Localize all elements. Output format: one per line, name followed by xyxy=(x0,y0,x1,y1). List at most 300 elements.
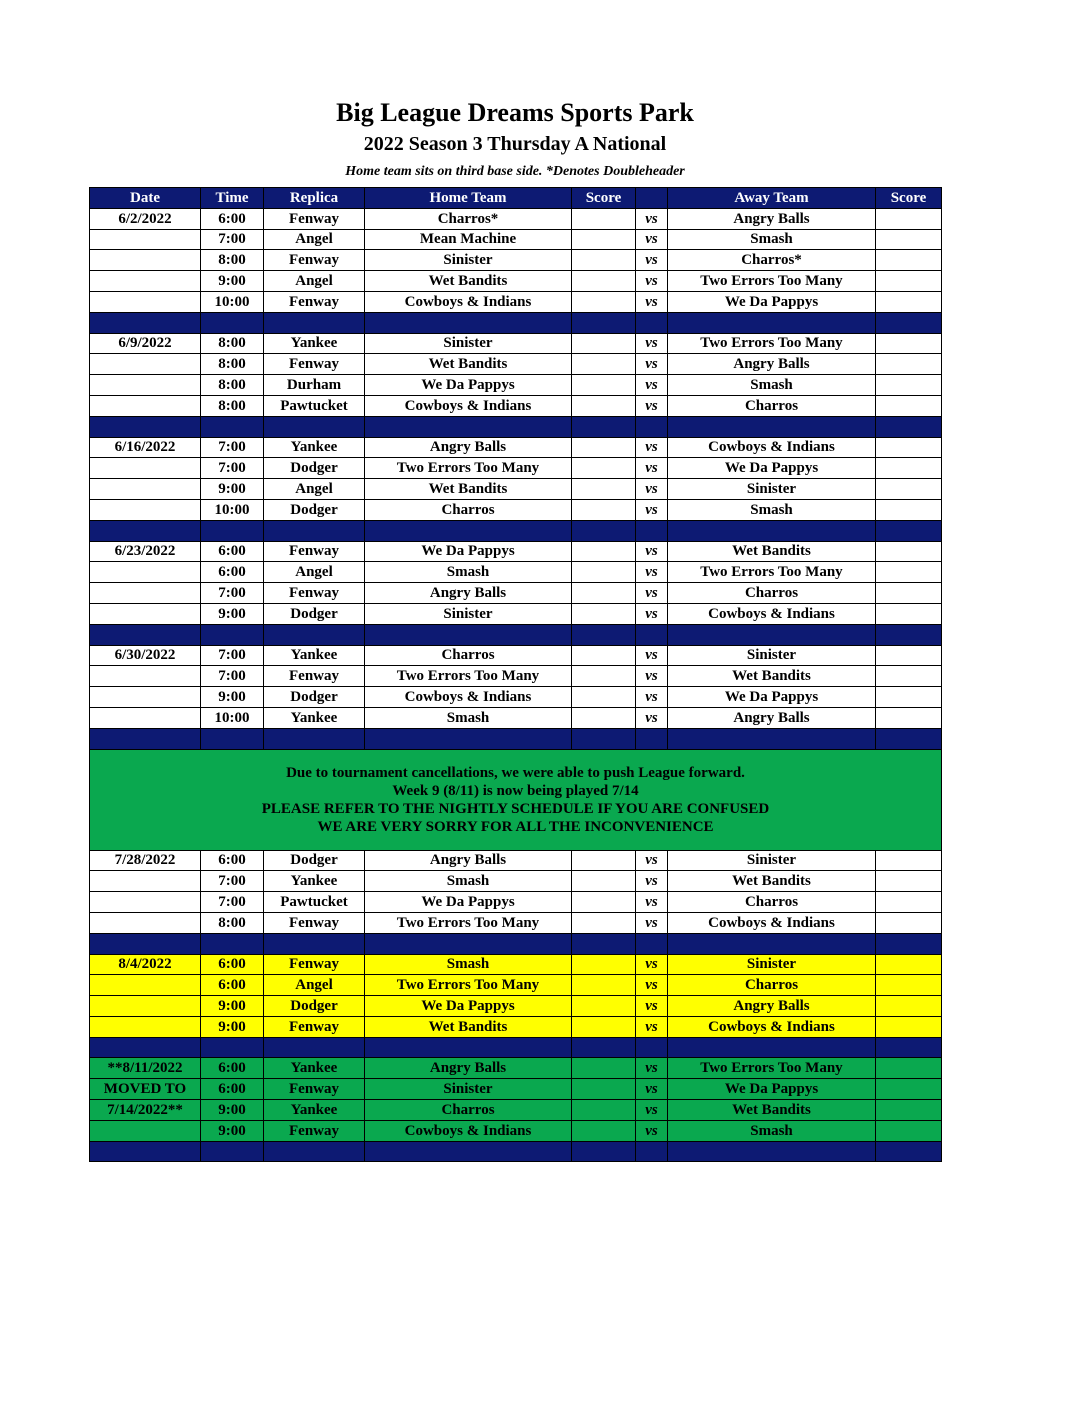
table-row xyxy=(90,1120,942,1141)
separator-cell xyxy=(876,728,942,749)
date-cell: 7/14/2022** xyxy=(90,1100,201,1121)
away-score-cell xyxy=(876,479,942,500)
date-cell xyxy=(90,583,201,604)
date-cell xyxy=(90,354,201,375)
notice-section xyxy=(90,749,942,850)
time-cell: 10:00 xyxy=(201,499,264,520)
home-team-cell: Smash xyxy=(365,707,572,728)
home-team-cell: Cowboys & Indians xyxy=(365,395,572,416)
separator-cell xyxy=(365,1037,572,1058)
page-subtitle: 2022 Season 3 Thursday A National xyxy=(363,133,667,155)
notice-cell xyxy=(90,749,942,850)
header-row xyxy=(90,188,942,209)
home-team-cell: Smash xyxy=(365,954,572,975)
separator-cell xyxy=(201,1037,264,1058)
away-team-cell: Cowboys & Indians xyxy=(668,603,876,624)
replica-cell: Yankee xyxy=(264,1058,365,1079)
time-cell: 10:00 xyxy=(201,707,264,728)
table-row xyxy=(90,707,942,728)
vs-cell: vs xyxy=(636,354,668,375)
away-team-cell: We Da Pappys xyxy=(668,291,876,312)
table-row xyxy=(90,912,942,933)
time-cell: 9:00 xyxy=(201,996,264,1017)
home-score-cell xyxy=(572,458,636,479)
home-score-cell xyxy=(572,645,636,666)
time-cell: 6:00 xyxy=(201,541,264,562)
table-row xyxy=(90,666,942,687)
time-cell: 7:00 xyxy=(201,583,264,604)
replica-cell: Fenway xyxy=(264,354,365,375)
vs-cell: vs xyxy=(636,666,668,687)
home-team-cell: Smash xyxy=(365,562,572,583)
home-team-cell: Cowboys & Indians xyxy=(365,1120,572,1141)
away-team-cell: Sinister xyxy=(668,479,876,500)
home-team-cell: Two Errors Too Many xyxy=(365,666,572,687)
time-cell: 8:00 xyxy=(201,250,264,271)
away-score-cell xyxy=(876,975,942,996)
away-team-cell: Charros xyxy=(668,892,876,913)
home-score-cell xyxy=(572,375,636,396)
home-team-cell: Wet Bandits xyxy=(365,271,572,292)
replica-cell: Yankee xyxy=(264,645,365,666)
home-team-cell: Charros* xyxy=(365,208,572,229)
time-cell: 7:00 xyxy=(201,458,264,479)
separator-cell xyxy=(572,624,636,645)
home-score-cell xyxy=(572,912,636,933)
home-score-cell xyxy=(572,583,636,604)
date-cell: 6/23/2022 xyxy=(90,541,201,562)
vs-cell: vs xyxy=(636,229,668,250)
vs-cell: vs xyxy=(636,250,668,271)
separator-cell xyxy=(636,416,668,437)
home-team-cell: Angry Balls xyxy=(365,437,572,458)
col-date: Date xyxy=(90,188,201,209)
separator-cell xyxy=(876,520,942,541)
separator-cell xyxy=(876,416,942,437)
home-team-cell: We Da Pappys xyxy=(365,375,572,396)
vs-cell: vs xyxy=(636,541,668,562)
vs-cell: vs xyxy=(636,291,668,312)
time-cell: 6:00 xyxy=(201,954,264,975)
away-score-cell xyxy=(876,850,942,871)
separator-row xyxy=(90,520,942,541)
away-team-cell: Charros* xyxy=(668,250,876,271)
home-score-cell xyxy=(572,437,636,458)
separator-cell xyxy=(201,312,264,333)
replica-cell: Yankee xyxy=(264,1100,365,1121)
away-team-cell: Charros xyxy=(668,583,876,604)
away-team-cell: We Da Pappys xyxy=(668,458,876,479)
replica-cell: Fenway xyxy=(264,250,365,271)
away-team-cell: Two Errors Too Many xyxy=(668,333,876,354)
vs-cell: vs xyxy=(636,912,668,933)
vs-cell: vs xyxy=(636,645,668,666)
home-team-cell: Charros xyxy=(365,499,572,520)
table-row xyxy=(90,1058,942,1079)
time-cell: 9:00 xyxy=(201,1100,264,1121)
date-cell xyxy=(90,603,201,624)
vs-cell: vs xyxy=(636,603,668,624)
separator-cell xyxy=(264,416,365,437)
time-cell: 7:00 xyxy=(201,229,264,250)
separator-cell xyxy=(365,416,572,437)
table-row xyxy=(90,603,942,624)
col-vs xyxy=(636,188,668,209)
separator-cell xyxy=(876,933,942,954)
away-team-cell: Angry Balls xyxy=(668,996,876,1017)
vs-cell: vs xyxy=(636,437,668,458)
date-cell xyxy=(90,707,201,728)
time-cell: 9:00 xyxy=(201,479,264,500)
vs-cell: vs xyxy=(636,892,668,913)
col-time: Time xyxy=(201,188,264,209)
away-score-cell xyxy=(876,354,942,375)
home-score-cell xyxy=(572,541,636,562)
table-row xyxy=(90,954,942,975)
date-cell: **8/11/2022 xyxy=(90,1058,201,1079)
away-team-cell: We Da Pappys xyxy=(668,687,876,708)
notice-line: PLEASE REFER TO THE NIGHTLY SCHEDULE IF YOU ARE CONFUSED xyxy=(261,800,770,817)
away-score-cell xyxy=(876,603,942,624)
vs-cell: vs xyxy=(636,458,668,479)
col-home-team: Home Team xyxy=(365,188,572,209)
separator-cell xyxy=(365,624,572,645)
separator-cell xyxy=(90,728,201,749)
away-team-cell: Wet Bandits xyxy=(668,541,876,562)
vs-cell: vs xyxy=(636,1120,668,1141)
date-cell xyxy=(90,375,201,396)
vs-cell: vs xyxy=(636,1016,668,1037)
separator-cell xyxy=(636,1037,668,1058)
away-score-cell xyxy=(876,1100,942,1121)
separator-cell xyxy=(201,1141,264,1162)
away-score-cell xyxy=(876,1016,942,1037)
replica-cell: Yankee xyxy=(264,437,365,458)
separator-cell xyxy=(90,416,201,437)
table-row xyxy=(90,208,942,229)
table-row xyxy=(90,1016,942,1037)
separator-cell xyxy=(876,1037,942,1058)
away-team-cell: Two Errors Too Many xyxy=(668,1058,876,1079)
vs-cell: vs xyxy=(636,996,668,1017)
separator-row xyxy=(90,416,942,437)
away-team-cell: Sinister xyxy=(668,850,876,871)
date-cell xyxy=(90,458,201,479)
date-cell: 6/30/2022 xyxy=(90,645,201,666)
notice-line: Due to tournament cancellations, we were able to push League forward. xyxy=(286,764,745,781)
away-score-cell xyxy=(876,271,942,292)
away-score-cell xyxy=(876,395,942,416)
time-cell: 9:00 xyxy=(201,687,264,708)
replica-cell: Dodger xyxy=(264,850,365,871)
replica-cell: Angel xyxy=(264,479,365,500)
home-team-cell: Wet Bandits xyxy=(365,479,572,500)
home-team-cell: Two Errors Too Many xyxy=(365,458,572,479)
date-cell: 6/9/2022 xyxy=(90,333,201,354)
away-score-cell xyxy=(876,1079,942,1100)
away-score-cell xyxy=(876,996,942,1017)
separator-cell xyxy=(264,933,365,954)
home-score-cell xyxy=(572,1120,636,1141)
separator-cell xyxy=(572,728,636,749)
date-cell xyxy=(90,687,201,708)
notice-line: WE ARE VERY SORRY FOR ALL THE INCONVENIENCE xyxy=(317,818,714,835)
page-note: Home team sits on third base side. *Denotes Doubleheader xyxy=(345,164,685,179)
date-cell: 7/28/2022 xyxy=(90,850,201,871)
away-team-cell: Wet Bandits xyxy=(668,666,876,687)
date-cell xyxy=(90,499,201,520)
home-score-cell xyxy=(572,479,636,500)
home-score-cell xyxy=(572,707,636,728)
home-team-cell: Smash xyxy=(365,871,572,892)
time-cell: 7:00 xyxy=(201,666,264,687)
separator-cell xyxy=(572,1037,636,1058)
away-team-cell: Sinister xyxy=(668,645,876,666)
away-score-cell xyxy=(876,1058,942,1079)
date-cell xyxy=(90,395,201,416)
away-score-cell xyxy=(876,499,942,520)
separator-cell xyxy=(636,520,668,541)
home-team-cell: Sinister xyxy=(365,1079,572,1100)
home-team-cell: Cowboys & Indians xyxy=(365,291,572,312)
table-row xyxy=(90,395,942,416)
vs-cell: vs xyxy=(636,499,668,520)
home-team-cell: Sinister xyxy=(365,250,572,271)
home-score-cell xyxy=(572,1058,636,1079)
home-score-cell xyxy=(572,687,636,708)
separator-cell xyxy=(668,520,876,541)
separator-cell xyxy=(572,312,636,333)
separator-cell xyxy=(636,312,668,333)
home-score-cell xyxy=(572,666,636,687)
date-cell xyxy=(90,291,201,312)
date-cell xyxy=(90,271,201,292)
separator-cell xyxy=(572,933,636,954)
separator-cell xyxy=(668,416,876,437)
table-row xyxy=(90,271,942,292)
separator-cell xyxy=(201,624,264,645)
home-score-cell xyxy=(572,333,636,354)
away-score-cell xyxy=(876,954,942,975)
separator-cell xyxy=(201,416,264,437)
vs-cell: vs xyxy=(636,871,668,892)
table-row xyxy=(90,291,942,312)
away-team-cell: Smash xyxy=(668,499,876,520)
away-score-cell xyxy=(876,871,942,892)
home-score-cell xyxy=(572,996,636,1017)
separator-cell xyxy=(264,728,365,749)
away-team-cell: Wet Bandits xyxy=(668,1100,876,1121)
time-cell: 8:00 xyxy=(201,912,264,933)
home-score-cell xyxy=(572,1016,636,1037)
home-team-cell: Angry Balls xyxy=(365,850,572,871)
table-row xyxy=(90,541,942,562)
replica-cell: Fenway xyxy=(264,954,365,975)
away-score-cell xyxy=(876,250,942,271)
separator-cell xyxy=(636,728,668,749)
date-cell xyxy=(90,250,201,271)
away-team-cell: Angry Balls xyxy=(668,354,876,375)
home-score-cell xyxy=(572,603,636,624)
replica-cell: Durham xyxy=(264,375,365,396)
separator-cell xyxy=(90,933,201,954)
separator-cell xyxy=(264,520,365,541)
table-row xyxy=(90,479,942,500)
separator-cell xyxy=(668,312,876,333)
away-team-cell: Smash xyxy=(668,375,876,396)
notice-row xyxy=(90,749,942,850)
away-score-cell xyxy=(876,892,942,913)
replica-cell: Angel xyxy=(264,271,365,292)
table-row xyxy=(90,996,942,1017)
replica-cell: Angel xyxy=(264,975,365,996)
replica-cell: Dodger xyxy=(264,458,365,479)
time-cell: 9:00 xyxy=(201,1120,264,1141)
home-score-cell xyxy=(572,229,636,250)
table-row xyxy=(90,229,942,250)
separator-cell xyxy=(264,1037,365,1058)
table-row xyxy=(90,583,942,604)
separator-row xyxy=(90,1141,942,1162)
replica-cell: Fenway xyxy=(264,208,365,229)
separator-cell xyxy=(264,624,365,645)
separator-row xyxy=(90,728,942,749)
home-team-cell: Sinister xyxy=(365,603,572,624)
date-cell xyxy=(90,871,201,892)
vs-cell: vs xyxy=(636,562,668,583)
col-away-score: Score xyxy=(876,188,942,209)
separator-cell xyxy=(668,728,876,749)
date-cell: 6/16/2022 xyxy=(90,437,201,458)
vs-cell: vs xyxy=(636,208,668,229)
separator-cell xyxy=(876,312,942,333)
separator-cell xyxy=(668,1037,876,1058)
time-cell: 6:00 xyxy=(201,562,264,583)
away-team-cell: Two Errors Too Many xyxy=(668,271,876,292)
replica-cell: Fenway xyxy=(264,1079,365,1100)
date-cell xyxy=(90,562,201,583)
home-score-cell xyxy=(572,954,636,975)
home-score-cell xyxy=(572,562,636,583)
replica-cell: Fenway xyxy=(264,1120,365,1141)
home-team-cell: We Da Pappys xyxy=(365,892,572,913)
vs-cell: vs xyxy=(636,1079,668,1100)
table-row xyxy=(90,499,942,520)
vs-cell: vs xyxy=(636,975,668,996)
separator-cell xyxy=(90,1037,201,1058)
home-team-cell: Angry Balls xyxy=(365,583,572,604)
away-team-cell: Wet Bandits xyxy=(668,871,876,892)
time-cell: 8:00 xyxy=(201,354,264,375)
separator-cell xyxy=(201,933,264,954)
home-score-cell xyxy=(572,1079,636,1100)
vs-cell: vs xyxy=(636,583,668,604)
away-score-cell xyxy=(876,912,942,933)
home-score-cell xyxy=(572,499,636,520)
replica-cell: Dodger xyxy=(264,996,365,1017)
vs-cell: vs xyxy=(636,1058,668,1079)
table-row xyxy=(90,871,942,892)
separator-cell xyxy=(365,933,572,954)
separator-cell xyxy=(264,312,365,333)
table-row xyxy=(90,375,942,396)
separator-cell xyxy=(264,1141,365,1162)
away-team-cell: Cowboys & Indians xyxy=(668,1016,876,1037)
schedule-body-before xyxy=(90,208,942,749)
replica-cell: Yankee xyxy=(264,333,365,354)
home-score-cell xyxy=(572,208,636,229)
vs-cell: vs xyxy=(636,954,668,975)
home-score-cell xyxy=(572,271,636,292)
home-score-cell xyxy=(572,250,636,271)
home-team-cell: Wet Bandits xyxy=(365,354,572,375)
time-cell: 6:00 xyxy=(201,208,264,229)
table-row xyxy=(90,562,942,583)
vs-cell: vs xyxy=(636,479,668,500)
separator-row xyxy=(90,312,942,333)
date-cell: MOVED TO xyxy=(90,1079,201,1100)
replica-cell: Pawtucket xyxy=(264,395,365,416)
time-cell: 8:00 xyxy=(201,375,264,396)
away-score-cell xyxy=(876,645,942,666)
home-team-cell: Cowboys & Indians xyxy=(365,687,572,708)
home-team-cell: Wet Bandits xyxy=(365,1016,572,1037)
away-score-cell xyxy=(876,1120,942,1141)
replica-cell: Angel xyxy=(264,229,365,250)
separator-cell xyxy=(668,1141,876,1162)
vs-cell: vs xyxy=(636,687,668,708)
date-cell xyxy=(90,666,201,687)
home-team-cell: Two Errors Too Many xyxy=(365,912,572,933)
table-row xyxy=(90,892,942,913)
vs-cell: vs xyxy=(636,707,668,728)
page-title: Big League Dreams Sports Park xyxy=(336,98,694,127)
replica-cell: Angel xyxy=(264,562,365,583)
table-row xyxy=(90,354,942,375)
time-cell: 6:00 xyxy=(201,1058,264,1079)
away-score-cell xyxy=(876,707,942,728)
separator-cell xyxy=(876,624,942,645)
time-cell: 9:00 xyxy=(201,603,264,624)
away-team-cell: Cowboys & Indians xyxy=(668,437,876,458)
table-row xyxy=(90,250,942,271)
date-cell: 8/4/2022 xyxy=(90,954,201,975)
away-score-cell xyxy=(876,437,942,458)
away-score-cell xyxy=(876,583,942,604)
away-score-cell xyxy=(876,375,942,396)
separator-cell xyxy=(636,933,668,954)
time-cell: 7:00 xyxy=(201,892,264,913)
home-score-cell xyxy=(572,395,636,416)
separator-cell xyxy=(90,520,201,541)
home-team-cell: Charros xyxy=(365,645,572,666)
separator-cell xyxy=(572,416,636,437)
away-score-cell xyxy=(876,562,942,583)
away-score-cell xyxy=(876,333,942,354)
home-team-cell: Angry Balls xyxy=(365,1058,572,1079)
notice-line: Week 9 (8/11) is now being played 7/14 xyxy=(392,782,639,799)
separator-cell xyxy=(636,1141,668,1162)
separator-cell xyxy=(90,1141,201,1162)
time-cell: 6:00 xyxy=(201,1079,264,1100)
separator-cell xyxy=(201,520,264,541)
home-team-cell: Mean Machine xyxy=(365,229,572,250)
separator-cell xyxy=(90,312,201,333)
col-home-score: Score xyxy=(572,188,636,209)
home-score-cell xyxy=(572,871,636,892)
away-team-cell: We Da Pappys xyxy=(668,1079,876,1100)
time-cell: 9:00 xyxy=(201,271,264,292)
